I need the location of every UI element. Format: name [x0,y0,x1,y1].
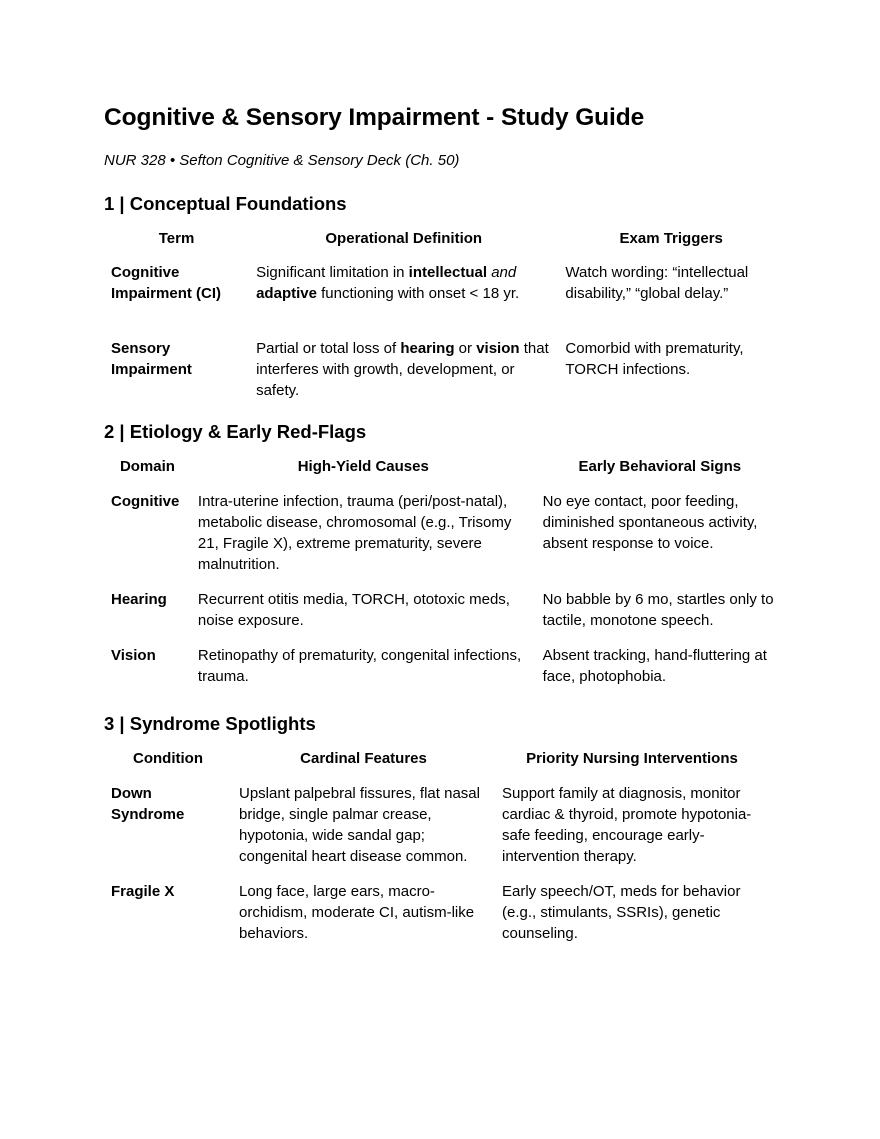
section-heading-etiology: 2 | Etiology & Early Red-Flags [104,421,367,442]
column-header-signs: Early Behavioral Signs [578,458,742,475]
table-row [104,589,784,631]
definition-emphasis: hearing [400,340,455,357]
causes-cell: Recurrent otitis media, TORCH, ototoxic meds, noise exposure. [197,591,510,629]
domain-cell: Cognitive [111,493,180,510]
signs-cell: No babble by 6 mo, startles only to tactile, monotone speech. [542,591,774,629]
features-cell: Upslant palpebral fissures, flat nasal bridge, single palmar crease, hypotonia, wide sandal gap; congenital heart disease common. [239,785,480,865]
signs-cell: Absent tracking, hand-fluttering at face, photophobia. [542,647,767,685]
table-header-row [104,748,769,769]
triggers-cell: Watch wording: “intellectual disability,” “global delay.” [565,264,749,302]
definition-italic: and [491,264,517,281]
interventions-cell: Support family at diagnosis, monitor cardiac & thyroid, promote hypotonia-safe feeding, encourage early-intervention therapy. [502,785,752,865]
table-row [104,645,784,687]
domain-cell: Hearing [111,591,167,608]
study-guide-page [104,100,784,944]
definition-text: Significant limitation in [256,264,409,281]
section-heading-conceptual-foundations: 1 | Conceptual Foundations [104,193,347,214]
definition-cell [249,338,558,401]
column-header-exam-triggers: Exam Triggers [619,230,723,247]
table-row [104,338,784,401]
column-header-condition: Condition [133,750,203,767]
table-row [104,262,784,304]
features-cell: Long face, large ears, macro-orchidism, moderate CI, autism-like behaviors. [239,883,475,942]
table-header-row [104,228,784,249]
column-header-interventions: Priority Nursing Interventions [526,750,738,767]
domain-cell: Vision [111,647,156,664]
term-cell: Sensory Impairment [111,340,192,378]
causes-cell: Retinopathy of prematurity, congenital infections, trauma. [197,647,522,685]
conceptual-foundations-table [104,228,784,401]
signs-cell: No eye contact, poor feeding, diminished spontaneous activity, absent response to voice. [542,493,758,552]
definition-text: functioning with onset < 18 yr. [316,285,520,302]
column-header-term: Term [158,230,195,247]
table-row [104,783,769,867]
definition-emphasis: intellectual [408,264,488,281]
column-header-definition: Operational Definition [325,230,483,247]
column-header-causes: High-Yield Causes [297,458,429,475]
definition-text: or [454,340,477,357]
section-heading-syndrome-spotlights: 3 | Syndrome Spotlights [104,713,316,734]
etiology-table [104,456,784,687]
page-subtitle: NUR 328 • Sefton Cognitive & Sensory Deck (Ch. 50) [104,152,460,169]
definition-cell [249,262,558,304]
triggers-cell: Comorbid with prematurity, TORCH infections. [565,340,744,378]
table-row [104,881,769,944]
condition-cell: Down Syndrome [111,785,185,823]
definition-emphasis: adaptive [256,285,317,302]
table-row [104,491,784,575]
interventions-cell: Early speech/OT, meds for behavior (e.g., stimulants, SSRIs), genetic counseling. [502,883,741,942]
definition-text: Partial or total loss of [256,340,401,357]
definition-text: that interferes with growth, development, or safety. [256,340,549,399]
syndrome-table [104,748,769,944]
definition-emphasis: vision [476,340,520,357]
column-header-features: Cardinal Features [300,750,427,767]
table-header-row [104,456,784,477]
column-header-domain: Domain [119,458,175,475]
causes-cell: Intra-uterine infection, trauma (peri/post-natal), metabolic disease, chromosomal (e.g., Trisomy 21, Fragile X), extreme prematurity, severe malnutrition. [197,493,512,573]
page-title: Cognitive & Sensory Impairment - Study Guide [104,104,645,131]
condition-cell: Fragile X [111,883,175,900]
term-cell: Cognitive Impairment (CI) [111,264,222,302]
